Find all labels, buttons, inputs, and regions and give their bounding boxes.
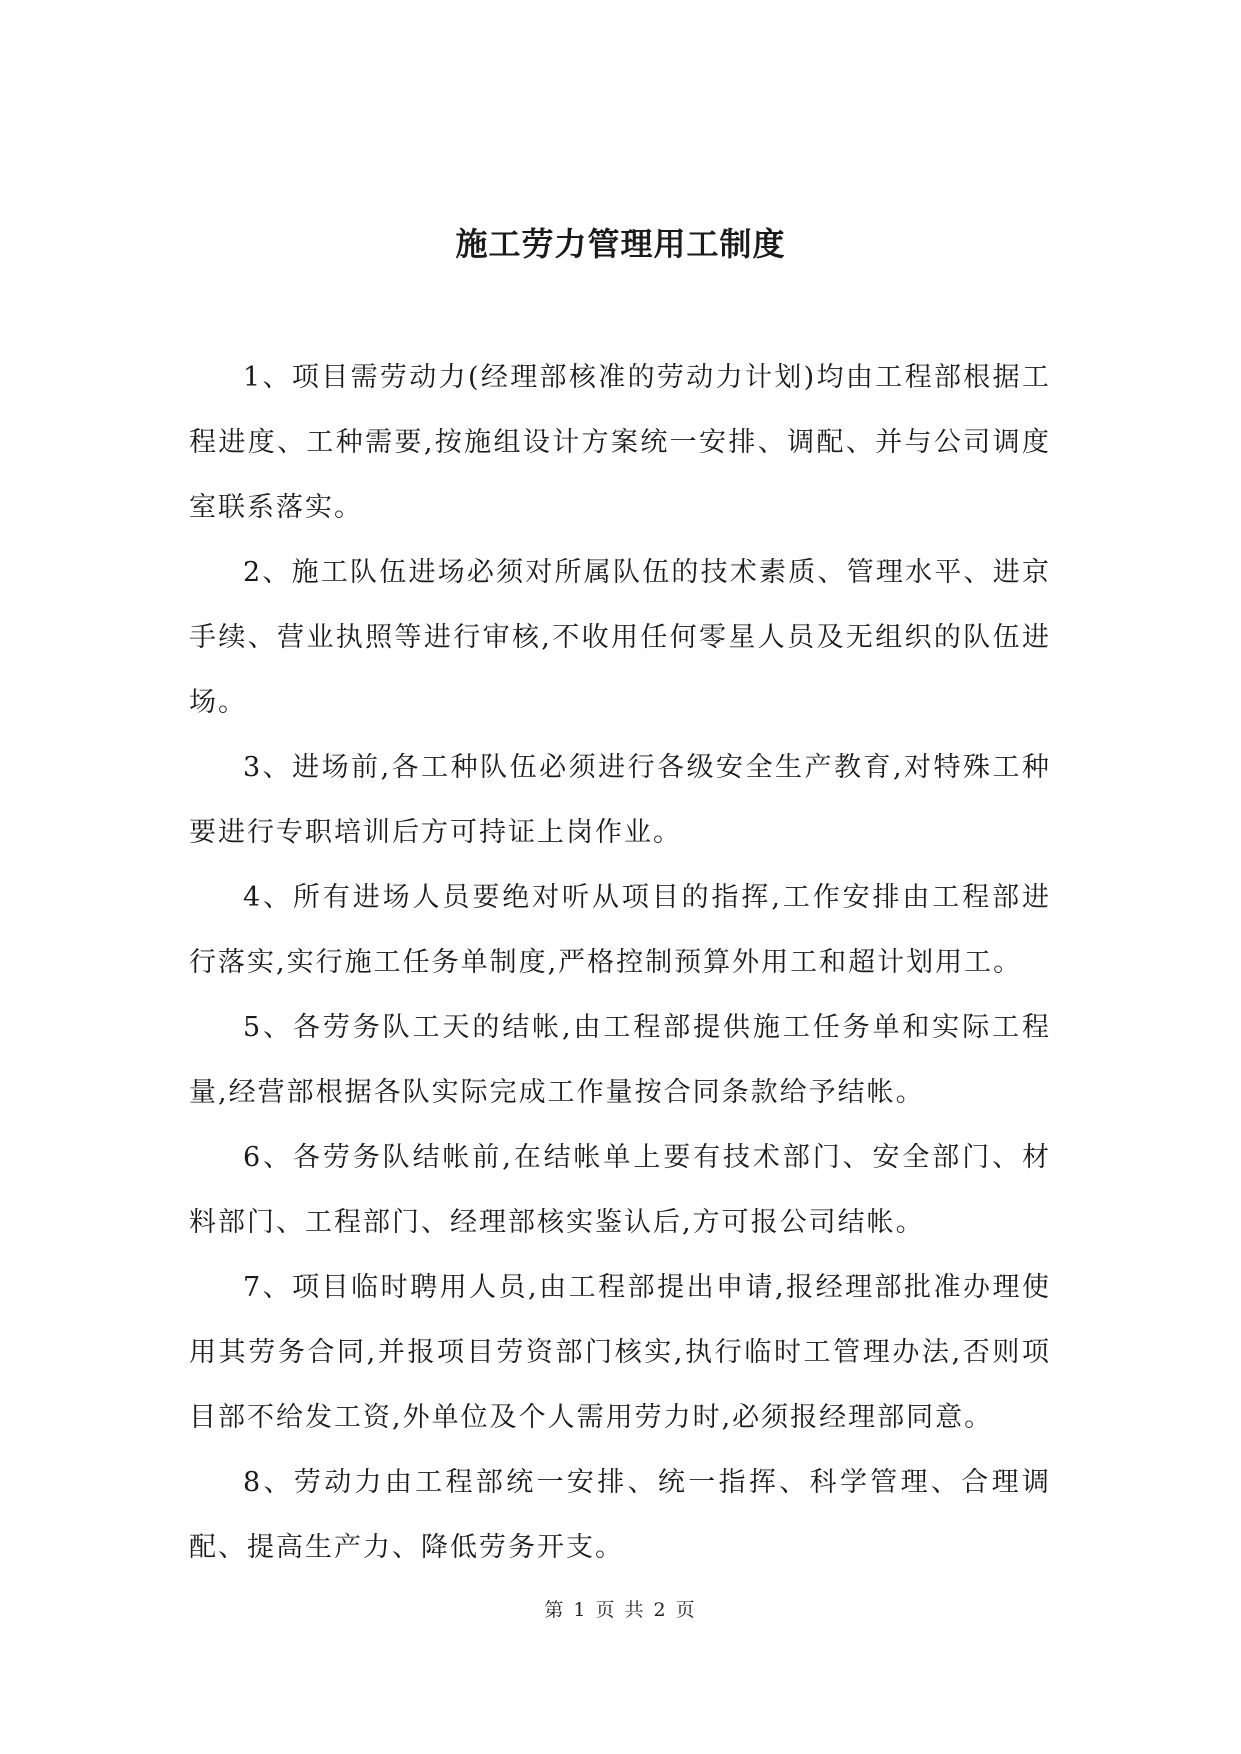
paragraph-8: 8、劳动力由工程部统一安排、统一指挥、科学管理、合理调配、提高生产力、降低劳务开支。 bbox=[189, 1467, 1051, 1563]
paragraph-6: 6、各劳务队结帐前,在结帐单上要有技术部门、安全部门、材料部门、工程部门、经理部核实鉴认后,方可报公司结帐。 bbox=[189, 1142, 1051, 1238]
paragraph-3: 3、进场前,各工种队伍必须进行各级安全生产教育,对特殊工种要进行专职培训后方可持证上岗作业。 bbox=[189, 752, 1051, 848]
page-number-footer: 第 1 页 共 2 页 bbox=[544, 1599, 697, 1621]
paragraph-1: 1、项目需劳动力(经理部核准的劳动力计划)均由工程部根据工程进度、工种需要,按施组设计方案统一安排、调配、并与公司调度室联系落实。 bbox=[189, 362, 1051, 523]
paragraph-7: 7、项目临时聘用人员,由工程部提出申请,报经理部批准办理使用其劳务合同,并报项目劳资部门核实,执行临时工管理办法,否则项目部不给发工资,外单位及个人需用劳力时,必须报经理部同意。 bbox=[189, 1272, 1051, 1433]
paragraph-4: 4、所有进场人员要绝对听从项目的指挥,工作安排由工程部进行落实,实行施工任务单制度,严格控制预算外用工和超计划用工。 bbox=[189, 882, 1051, 978]
document-body bbox=[189, 345, 1051, 1580]
paragraph-2: 2、施工队伍进场必须对所属队伍的技术素质、管理水平、进京手续、营业执照等进行审核,不收用任何零星人员及无组织的队伍进场。 bbox=[189, 557, 1051, 718]
document-title: 施工劳力管理用工制度 bbox=[455, 225, 786, 263]
paragraph-5: 5、各劳务队工天的结帐,由工程部提供施工任务单和实际工程量,经营部根据各队实际完成工作量按合同条款给予结帐。 bbox=[189, 1012, 1051, 1108]
